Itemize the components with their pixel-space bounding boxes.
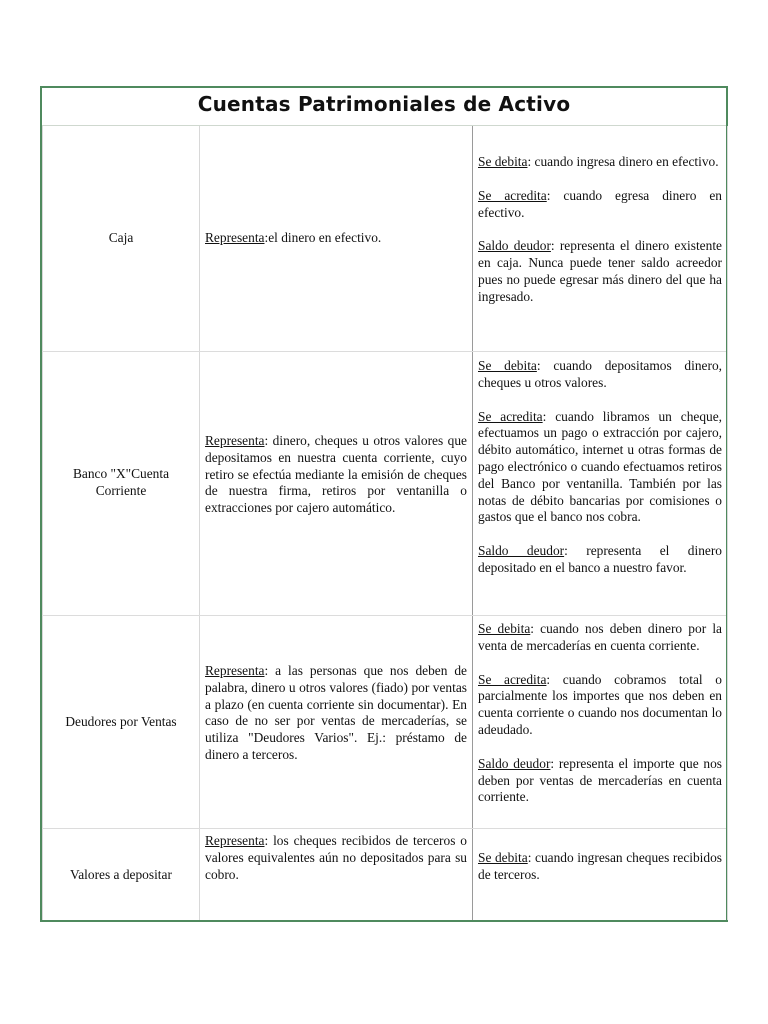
accounts-table	[40, 86, 728, 922]
account-description	[205, 433, 467, 517]
represents-label: Representa	[205, 433, 265, 448]
credit-label: Se acredita	[478, 187, 547, 203]
balance-text: : representa el dinero depositado en el banco a nuestro favor.	[478, 543, 722, 575]
represents-text: :el dinero en efectivo.	[264, 230, 382, 245]
debit-label: Se debita	[478, 850, 528, 865]
balance-label: Saldo deudor	[478, 238, 551, 254]
debit-label: Se debita	[478, 154, 528, 169]
account-description	[205, 663, 467, 764]
debit-text: : cuando depositamos dinero, cheques u otros valores.	[478, 358, 722, 390]
table-title-row	[42, 88, 726, 126]
represents-text: : a las personas que nos deben de palabra, dinero u otros valores (fiado) por ventas a plazo (en cuenta corriente sin documentar). En caso de no ser por ventas de mercaderías, se utiliza "Deudores Varios". Ej.: préstamo de dinero a terceros.	[205, 663, 467, 762]
credit-text: : cuando libramos un cheque, efectuamos un pago o extracción por cajero, débito automático, internet u otras formas de pago electrónico o cuando efectuamos retiros del Banco por ventanilla. También por las notas de débito bancarias por comisiones o gastos que el banco nos cobra.	[478, 408, 723, 525]
account-name: Caja	[108, 230, 134, 245]
column-divider	[199, 126, 200, 920]
debit-label: Se debita	[478, 358, 537, 373]
account-name: Banco "X"Cuenta Corriente	[72, 466, 170, 498]
row-divider	[42, 615, 726, 616]
column-divider	[42, 126, 43, 920]
row-divider	[42, 828, 726, 829]
account-rules	[478, 850, 722, 884]
column-divider	[472, 126, 473, 920]
represents-label: Representa	[205, 833, 265, 848]
credit-text: : cuando cobramos total o parcialmente los importes que nos deben en cuenta corriente o cuando nos documentan lo adeudado.	[478, 671, 722, 737]
credit-label: Se acredita	[478, 408, 543, 424]
debit-label: Se debita	[478, 621, 531, 636]
balance-text: : representa el dinero existente en caja. Nunca puede tener saldo acreedor pues no puede egresar más dinero del que ha ingresado.	[478, 238, 722, 304]
balance-label: Saldo deudor	[478, 755, 551, 771]
credit-text: : cuando egresa dinero en efectivo.	[478, 187, 723, 220]
debit-text: : cuando nos deben dinero por la venta de mercaderías en cuenta corriente.	[478, 621, 722, 653]
account-description	[205, 230, 467, 247]
account-rules	[478, 621, 722, 806]
represents-label: Representa	[205, 230, 265, 245]
page-title: Cuentas Patrimoniales de Activo	[197, 92, 571, 116]
account-description	[205, 833, 467, 883]
account-rules	[478, 358, 722, 577]
account-name: Deudores por Ventas	[65, 714, 177, 729]
debit-text: : cuando ingresa dinero en efectivo.	[527, 154, 719, 169]
account-rules	[478, 154, 722, 306]
represents-text: : los cheques recibidos de terceros o valores equivalentes aún no depositados para su cobro.	[205, 833, 467, 882]
balance-label: Saldo deudor	[478, 543, 565, 559]
credit-label: Se acredita	[478, 671, 547, 687]
account-name: Valores a depositar	[70, 867, 172, 882]
debit-text: : cuando ingresan cheques recibidos de terceros.	[478, 850, 722, 882]
column-divider	[727, 126, 728, 920]
represents-text: : dinero, cheques u otros valores que depositamos en nuestra cuenta corriente, cuyo retiro se efectúa mediante la emisión de cheques de nuestra firma, retiros por ventanilla o extracciones por cajero automático.	[205, 433, 467, 516]
represents-label: Representa	[205, 663, 265, 678]
balance-text: : representa el importe que nos deben por ventas de mercaderías en cuenta corriente.	[478, 755, 722, 805]
row-divider	[42, 351, 726, 352]
